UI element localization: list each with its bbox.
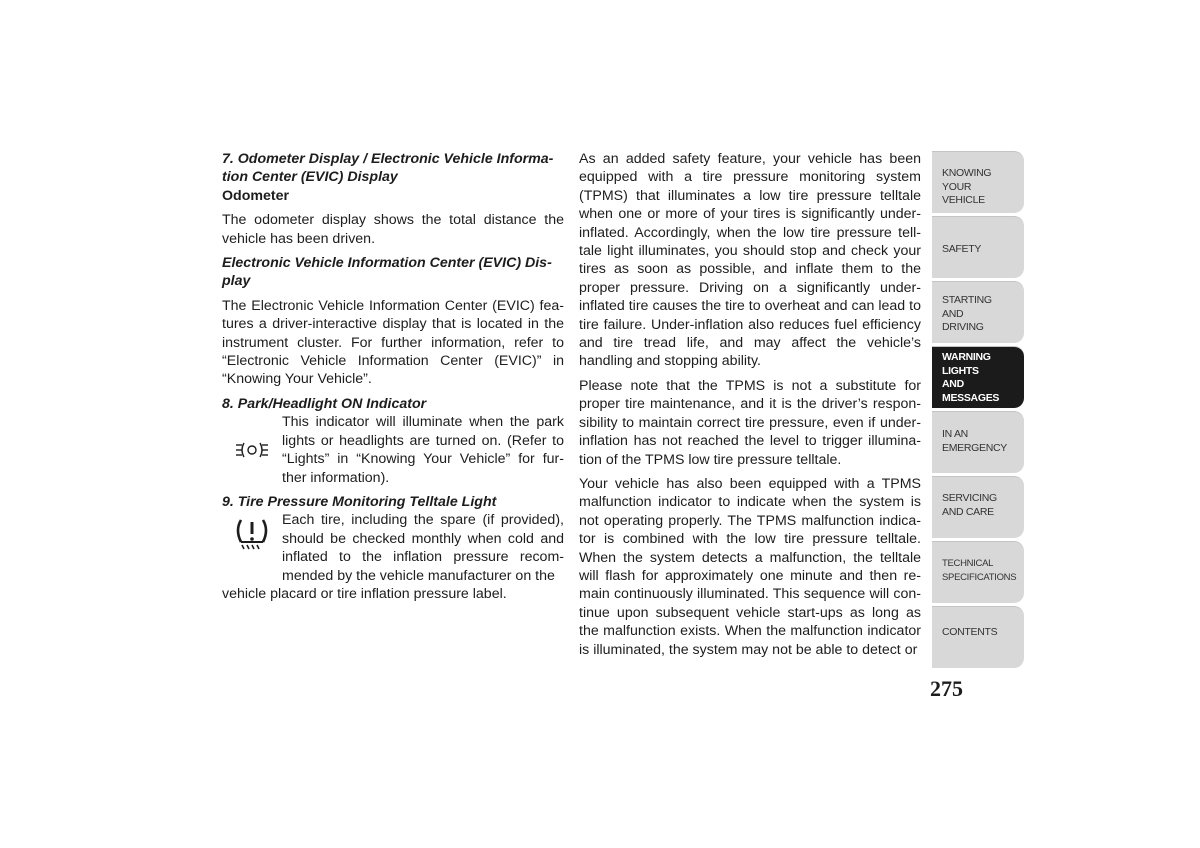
evic-title: Electronic Vehicle Information Center (EVIC) Dis- play [222, 255, 552, 290]
section-7-heading-line2: tion Center (EVIC) Display [222, 169, 398, 186]
tire-pressure-text-tail: vehicle placard or tire inflation pressure label. [222, 585, 507, 602]
park-headlight-icon [228, 431, 276, 469]
section-7-heading-line1: 7. Odometer Display / Electronic Vehicle Informa- [222, 151, 554, 167]
tpms-paragraph-3: Your vehicle has also been equipped with a TPMS malfunction indicator to indicate when the system is not operating properly. The TPMS malfunction indica- tor is combined with the low tire pressure telltale. When the system detects a malfunction, the telltale will flash for approximately one minute and then re- main continuously illuminated. This sequence will con- tinue upon subsequent vehicle start-ups as long as the malfunction exists. When the malfunction indicator is illuminated, the system may not be able to detect or [579, 475, 921, 658]
section-8-heading: 8. Park/Headlight ON Indicator [222, 395, 427, 412]
odometer-title: Odometer [222, 187, 290, 204]
tab-technical-specifications[interactable]: TECHNICAL SPECIFICATIONS [932, 541, 1024, 603]
tire-pressure-icon [228, 515, 276, 553]
evic-text: The Electronic Vehicle Information Center (EVIC) fea- tures a driver-interactive display that is located in the instrument cluster. For further information, refer to “Electronic Vehicle Information Center (EVIC)” in “Knowing Your Vehicle”. [222, 297, 564, 388]
tire-pressure-text: Each tire, including the spare (if provided), should be checked monthly when cold and inflated to the inflation pressure recom- mended by the vehicle manufacturer on the [282, 512, 564, 584]
tab-starting-and-driving[interactable]: STARTING AND DRIVING [932, 281, 1024, 343]
tab-in-an-emergency[interactable]: IN AN EMERGENCY [932, 411, 1024, 473]
tab-knowing-your-vehicle[interactable]: KNOWING YOUR VEHICLE [932, 151, 1024, 213]
page-number: 275 [930, 676, 963, 701]
tab-contents[interactable]: CONTENTS [932, 606, 1024, 668]
left-column [222, 150, 564, 609]
tab-warning-lights-and-messages[interactable]: WARNING LIGHTS AND MESSAGES [932, 346, 1024, 408]
tab-safety[interactable]: SAFETY [932, 216, 1024, 278]
park-indicator-text: This indicator will illuminate when the park lights or headlights are turned on. (Refer to “Lights” in “Knowing Your Vehicle” for fur- ther information). [282, 414, 564, 486]
right-column [579, 150, 921, 665]
tab-servicing-and-care[interactable]: SERVICING AND CARE [932, 476, 1024, 538]
park-indicator-block [222, 413, 564, 487]
odometer-text: The odometer display shows the total distance the vehicle has been driven. [222, 212, 564, 247]
chapter-tabs [932, 151, 1024, 671]
tire-pressure-block [222, 511, 564, 585]
section-9-heading: 9. Tire Pressure Monitoring Telltale Light [222, 493, 497, 510]
tpms-paragraph-1: As an added safety feature, your vehicle has been equipped with a tire pressure monitoring system (TPMS) that illuminates a low tire pressure telltale when one or more of your tires is significantly under- inflated. Accordingly, when the low tire pressure tell- tale light illuminates, you should stop and check your tires as soon as possible, and inflate them to the proper pressure. Driving on a significantly under-inflated tire causes the tire to overheat and can lead to tire failure. Under-inflation also reduces fuel efficiency and tire tread life, and may affect the vehicle’s handling and stopping ability. [579, 151, 921, 370]
tpms-paragraph-2: Please note that the TPMS is not a substitute for proper tire maintenance, and it is the driver’s respon- sibility to maintain correct tire pressure, even if under- inflation has not reached the level to trigger illumina- tion of the TPMS low tire pressure telltale. [579, 377, 921, 468]
